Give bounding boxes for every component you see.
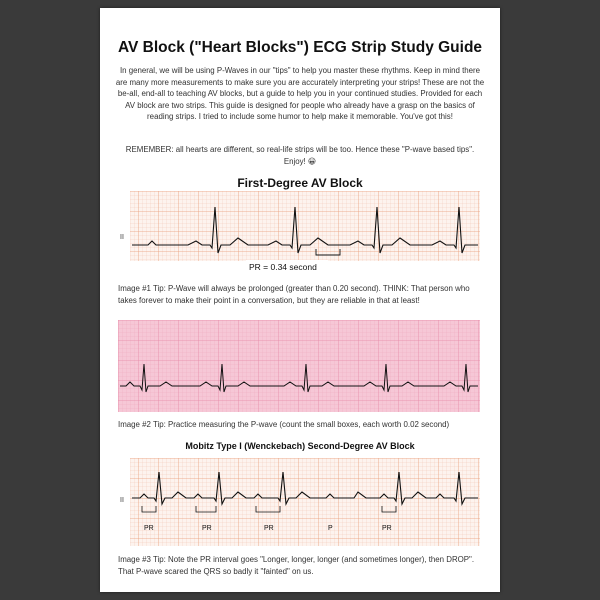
tip-2: Image #2 Tip: Practice measuring the P-wave (count the small boxes, each worth 0.02 second) (118, 420, 450, 429)
intro-paragraph: In general, we will be using P-Waves in our "tips" to help you master these rhythms. Keep in mind there are many more measurements to make sure you are accurately interpreting your strips! These are not the be-all, end-all to teaching AV blocks, but a guide to help you in your continued studies. Provided for each AV block are two strips. This guide is designed for people who already have a grasp on the basics of reading strips. I tried to include some humor to help make it memorable. You've got this! (115, 66, 485, 122)
page-title: AV Block ("Heart Blocks") ECG Strip Study Guide (117, 39, 483, 56)
ecg-strip-1-svg (118, 191, 480, 281)
tip-3: Image #3 Tip: Note the PR interval goes "Longer, longer, longer (and sometimes longer), then DROP". That P-wave scared the QRS so badly it "fainted" on us. (118, 555, 475, 576)
ecg-strip-1 (118, 191, 480, 281)
tip-1: Image #1 Tip: P-Wave will always be prolonged (greater than 0.20 second). THINK: That person who takes forever to make their point in a conversation, but they are reliable in that at least! (118, 284, 470, 305)
interval-label: PR (382, 525, 392, 532)
first-degree-heading: First-Degree AV Block (237, 176, 363, 190)
ecg-strip-3 (118, 458, 480, 550)
interval-label: PR (202, 525, 212, 532)
ecg-strip-3-svg (118, 458, 480, 550)
lead-label-1: II (120, 234, 124, 241)
remember-note: REMEMBER: all hearts are different, so real-life strips will be too. Hence these "P-wave based tips". Enjoy! 😀 (125, 145, 475, 166)
study-guide-page (100, 8, 500, 592)
interval-label: PR (144, 525, 154, 532)
pr-measurement-label: PR = 0.34 second (249, 262, 317, 272)
mobitz1-heading: Mobitz Type I (Wenckebach) Second-Degree AV Block (185, 441, 415, 451)
ecg-strip-2-svg (118, 320, 480, 412)
ecg-strip-2 (118, 320, 480, 412)
interval-label: PR (264, 525, 274, 532)
interval-label: P (328, 525, 333, 532)
lead-label-3: II (120, 497, 124, 504)
